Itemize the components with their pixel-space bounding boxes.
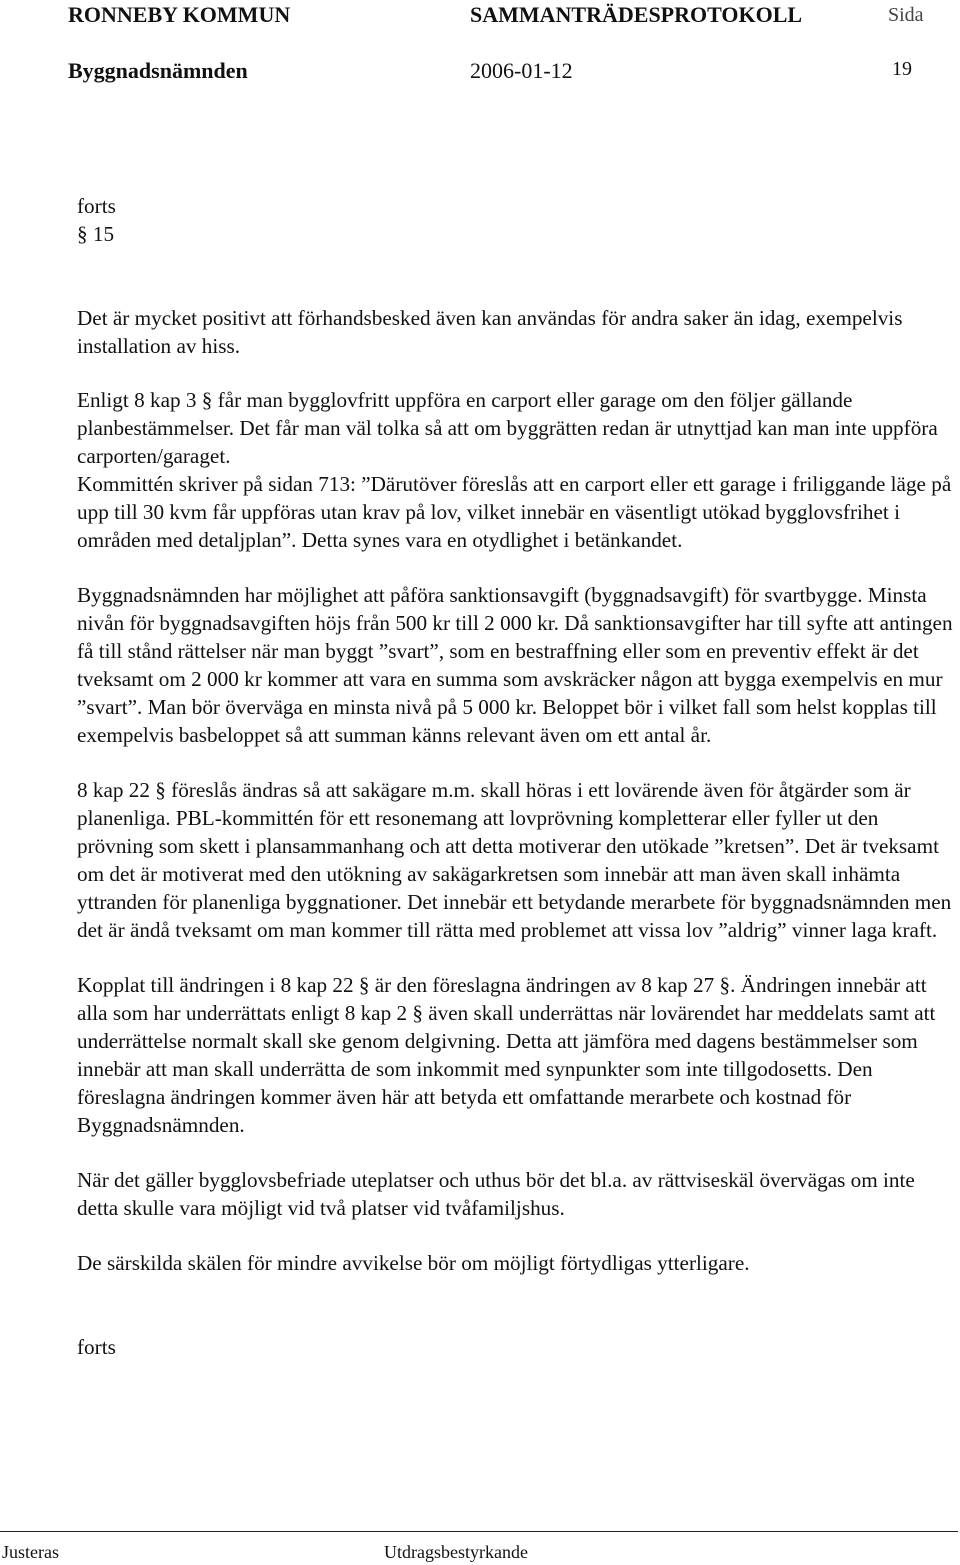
paragraph-4: Byggnadsnämnden har möjlighet att påföra sanktionsavgift (byggnadsavgift) för svartbygge. Minsta nivån för byggnadsavgiften höjs från 500 kr till 2 000 kr. Då sanktionsavgifter har till syfte att antingen få till stånd rättelser när man byggt ”svart”, som en bestraffning eller som en preventiv effekt är det tveksamt om 2 000 kr kommer att vara en summa som avskräcker någon att bygga exempelvis en mur ”svart”. Man bör överväga en minsta nivå på 5 000 kr. Beloppet bör i vilket fall som helst kopplas till exempelvis basbeloppet så att summan känns relevant även om ett antal år.: [77, 583, 953, 747]
document-body: [77, 192, 957, 1361]
paragraph-8: De särskilda skälen för mindre avvikelse bör om möjligt förtydligas ytterligare.: [77, 1251, 750, 1275]
spacer: [77, 554, 957, 581]
section-reference: § 15: [77, 222, 115, 246]
utdragsbestyrkande-label: Utdragsbestyrkande: [384, 1542, 528, 1562]
forts-label-bottom: forts: [77, 1335, 116, 1359]
spacer: [77, 944, 957, 971]
paragraph-1: Det är mycket positivt att förhandsbesked även kan användas för andra saker än idag, exempelvis installation av hiss.: [77, 306, 903, 358]
paragraph-5: 8 kap 22 § föreslås ändras så att sakägare m.m. skall höras i ett lovärende även för åtgärder som är planenliga. PBL-kommittén för ett resonemang att lovprövning kompletterar eller fyller ut den prövning som skett i plansammanhang och att detta motiverar den utökade ”kretsen”. Det är tveksamt om det är motiverat med den utökning av sakägarkretsen som innebär att man även skall inhämta yttranden för planenliga byggnationer. Det innebär ett betydande merarbete för byggnadsnämnden men det är ändå tveksamt om man kommer till rätta med problemet att vissa lov ”aldrig” vinner laga kraft.: [77, 778, 952, 942]
spacer: [77, 1139, 957, 1166]
paragraph-3: Kommittén skriver på sidan 713: ”Därutöver föreslås att en carport eller ett garage i friliggande läge på upp till 30 kvm får uppföras utan krav på lov, vilket innebär en väsentligt utökad bygglovsfrihet i områden med detaljplan”. Detta synes vara en otydlighet i betänkandet.: [77, 472, 952, 552]
paragraph-6: Kopplat till ändringen i 8 kap 22 § är den föreslagna ändringen av 8 kap 27 §. Ändringen innebär att alla som har underrättats enligt 8 kap 2 § även skall underrättas när lovärendet har meddelats samt att underrättelse normalt skall ske genom delgivning. Detta att jämföra med dagens bestämmelser som innebär att man skall underrätta de som inkommit med synpunkter som inte tillgodosetts. Den föreslagna ändringen kommer även här att betyda ett omfattande merarbete och kostnad för Byggnadsnämnden.: [77, 973, 936, 1137]
page-label: Sida: [888, 4, 924, 26]
organization-name: RONNEBY KOMMUN: [68, 2, 291, 27]
paragraph-7: När det gäller bygglovsbefriade uteplatser och uthus bör det bl.a. av rättviseskäl övervägas om inte detta skulle vara möjligt vid två platser vid tvåfamiljshus.: [77, 1168, 915, 1220]
spacer: [77, 749, 957, 776]
spacer: [77, 1222, 957, 1249]
forts-label-top: forts: [77, 194, 116, 218]
footer-divider: [0, 1531, 958, 1532]
spacer: [77, 360, 957, 386]
meeting-date: 2006-01-12: [470, 58, 573, 83]
committee-name: Byggnadsnämnden: [68, 58, 248, 83]
spacer: [77, 248, 957, 304]
justeras-label: Justeras: [2, 1542, 59, 1562]
document-type: SAMMANTRÄDESPROTOKOLL: [470, 2, 803, 27]
page-number: 19: [892, 58, 912, 80]
paragraph-2: Enligt 8 kap 3 § får man bygglovfritt uppföra en carport eller garage om den följer gällande planbestämmelser. Det får man väl tolka så att om byggrätten redan är utnyttjad kan man inte uppföra carporten/garaget.: [77, 388, 938, 468]
spacer: [77, 1277, 957, 1333]
